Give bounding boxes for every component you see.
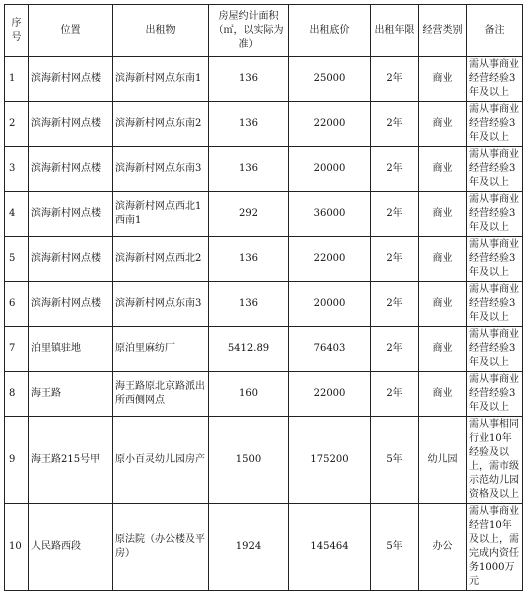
cell-price: 20000: [289, 147, 371, 192]
cell-years: 2年: [371, 57, 419, 102]
cell-location: 滨海新村网点楼: [29, 102, 113, 147]
header-note: 备注: [467, 5, 523, 57]
cell-area: 5412.89: [209, 327, 289, 372]
cell-category: 商业: [419, 102, 467, 147]
table-row: [5, 327, 523, 372]
header-years: 出租年限: [371, 5, 419, 57]
table-row: [5, 147, 523, 192]
cell-item: 滨海新村网点东南3: [113, 282, 209, 327]
cell-area: 1924: [209, 504, 289, 591]
cell-note: 需从事商业经营经验3年及以上: [467, 372, 523, 417]
cell-years: 2年: [371, 327, 419, 372]
cell-index: 4: [5, 192, 29, 237]
cell-price: 22000: [289, 237, 371, 282]
cell-area: 292: [209, 192, 289, 237]
cell-item: 滨海新村网点东南2: [113, 102, 209, 147]
cell-item: 滨海新村网点西北2: [113, 237, 209, 282]
cell-item: 滨海新村网点东南1: [113, 57, 209, 102]
cell-location: 人民路西段: [29, 504, 113, 591]
cell-years: 2年: [371, 192, 419, 237]
cell-years: 2年: [371, 372, 419, 417]
table-row: [5, 57, 523, 102]
table-row: [5, 417, 523, 504]
cell-location: 滨海新村网点楼: [29, 237, 113, 282]
cell-category: 办公: [419, 504, 467, 591]
cell-category: 商业: [419, 147, 467, 192]
cell-area: 136: [209, 57, 289, 102]
cell-location: 滨海新村网点楼: [29, 147, 113, 192]
cell-note: 需从事商业经营10年及以上，需完成内资任务1000万元: [467, 504, 523, 591]
cell-item: 海王路原北京路派出所西侧网点: [113, 372, 209, 417]
cell-index: 8: [5, 372, 29, 417]
cell-category: 幼儿园: [419, 417, 467, 504]
cell-note: 需从事商业经营经验3年及以上: [467, 192, 523, 237]
cell-years: 2年: [371, 102, 419, 147]
cell-item: 原法院（办公楼及平房）: [113, 504, 209, 591]
cell-category: 商业: [419, 57, 467, 102]
rental-table: [4, 4, 523, 591]
cell-index: 2: [5, 102, 29, 147]
cell-location: 滨海新村网点楼: [29, 282, 113, 327]
cell-index: 6: [5, 282, 29, 327]
cell-note: 需从事商业经营经验3年及以上: [467, 102, 523, 147]
cell-note: 需从事商业经营经验3年及以上: [467, 57, 523, 102]
table-row: [5, 102, 523, 147]
cell-note: 需从事商业经营经验3年及以上: [467, 237, 523, 282]
cell-note: 需从事商业经营经验3年及以上: [467, 327, 523, 372]
cell-price: 25000: [289, 57, 371, 102]
cell-location: 海王路215号甲: [29, 417, 113, 504]
table-row: [5, 504, 523, 591]
table-row: [5, 282, 523, 327]
cell-location: 滨海新村网点楼: [29, 57, 113, 102]
cell-category: 商业: [419, 237, 467, 282]
cell-index: 7: [5, 327, 29, 372]
header-price: 出租底价: [289, 5, 371, 57]
cell-years: 5年: [371, 504, 419, 591]
cell-item: 原小百灵幼儿园房产: [113, 417, 209, 504]
cell-price: 76403: [289, 327, 371, 372]
header-area: 房屋约计面积（㎡，以实际为准）: [209, 5, 289, 57]
cell-area: 1500: [209, 417, 289, 504]
table-row: [5, 372, 523, 417]
cell-category: 商业: [419, 282, 467, 327]
cell-category: 商业: [419, 192, 467, 237]
cell-area: 136: [209, 282, 289, 327]
cell-area: 136: [209, 102, 289, 147]
cell-note: 需从事商业经营经验3年及以上: [467, 282, 523, 327]
header-item: 出租物: [113, 5, 209, 57]
cell-price: 145464: [289, 504, 371, 591]
cell-area: 136: [209, 237, 289, 282]
cell-index: 3: [5, 147, 29, 192]
header-index: 序号: [5, 5, 29, 57]
cell-years: 2年: [371, 237, 419, 282]
cell-area: 136: [209, 147, 289, 192]
cell-location: 泊里镇驻地: [29, 327, 113, 372]
cell-price: 22000: [289, 372, 371, 417]
cell-price: 20000: [289, 282, 371, 327]
table-row: [5, 237, 523, 282]
cell-category: 商业: [419, 327, 467, 372]
cell-price: 22000: [289, 102, 371, 147]
cell-price: 175200: [289, 417, 371, 504]
table-row: [5, 192, 523, 237]
cell-note: 需从事相同行业10年经验及以上，需市级示范幼儿园资格及以上: [467, 417, 523, 504]
cell-price: 36000: [289, 192, 371, 237]
cell-area: 160: [209, 372, 289, 417]
cell-item: 滨海新村网点东南3: [113, 147, 209, 192]
cell-years: 2年: [371, 282, 419, 327]
cell-index: 9: [5, 417, 29, 504]
header-category: 经营类别: [419, 5, 467, 57]
cell-index: 10: [5, 504, 29, 591]
cell-category: 商业: [419, 372, 467, 417]
table-header-row: [5, 5, 523, 57]
cell-location: 海王路: [29, 372, 113, 417]
cell-note: 需从事商业经营经验3年及以上: [467, 147, 523, 192]
header-location: 位置: [29, 5, 113, 57]
cell-years: 2年: [371, 147, 419, 192]
cell-index: 1: [5, 57, 29, 102]
cell-location: 滨海新村网点楼: [29, 192, 113, 237]
cell-years: 5年: [371, 417, 419, 504]
cell-index: 5: [5, 237, 29, 282]
cell-item: 原泊里麻纺厂: [113, 327, 209, 372]
cell-item: 滨海新村网点西北1西南1: [113, 192, 209, 237]
